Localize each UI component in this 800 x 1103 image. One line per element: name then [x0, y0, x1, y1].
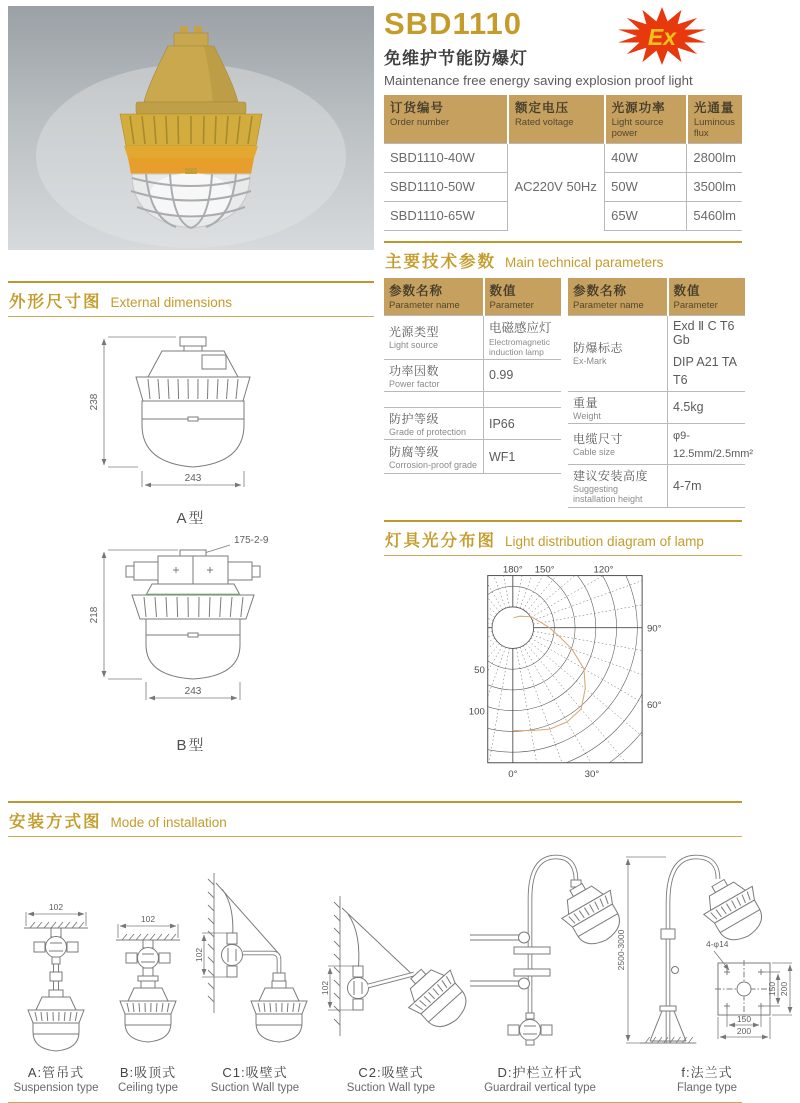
install-flange-drawing — [614, 843, 800, 1058]
install-label-cn: D:护栏立杆式 — [497, 1062, 582, 1081]
table-row — [568, 391, 745, 423]
install-guardrail-drawing — [466, 843, 614, 1058]
product-photo — [8, 6, 374, 250]
order-table — [384, 95, 742, 231]
table-row — [568, 464, 745, 507]
dim-102: 102 — [320, 980, 330, 994]
dim-height-b: 218 — [89, 606, 100, 623]
cell-flux-0: 2800lm — [687, 143, 742, 172]
param-name: 电缆尺寸 Cable size — [568, 423, 668, 464]
page-title: SBD1110 — [384, 8, 742, 41]
param-name: 功率因数 Power factor — [384, 359, 484, 391]
cell-flux-2: 5460lm — [687, 201, 742, 230]
param-name: 建议安装高度 Suggesting installation height — [568, 464, 668, 507]
dim-height-a: 238 — [89, 393, 100, 410]
install-item-guardrail — [466, 843, 614, 1094]
right-column — [384, 6, 742, 789]
dim-flange-200-v: 200 — [779, 981, 789, 995]
cell-order-2: SBD1110-65W — [384, 201, 508, 230]
dim-pole-height: 2500-3000 — [616, 929, 626, 970]
install-label-cn: C2:吸壁式 — [358, 1062, 423, 1081]
install-label-en: Ceiling type — [118, 1082, 178, 1094]
dim-callout-b: 175-2-9 — [234, 535, 269, 546]
section-title-en: Mode of installation — [111, 815, 227, 830]
cell-voltage: AC220V 50Hz — [508, 143, 605, 230]
install-item-flange — [614, 843, 800, 1094]
col-header-voltage: 额定电压 Rated voltage — [508, 95, 605, 144]
dim-width-b: 243 — [185, 686, 202, 697]
section-installation — [8, 803, 742, 836]
table-row — [568, 423, 745, 464]
chart-label-90: 90° — [647, 623, 662, 634]
empty-cell — [484, 391, 562, 407]
title-block — [384, 6, 742, 88]
type-b-drawing — [8, 530, 374, 728]
section-title-cn: 安装方式图 — [9, 808, 102, 832]
type-a-drawing — [8, 325, 374, 501]
table-row — [568, 315, 745, 391]
param-header-name: 参数名称 Parameter name — [568, 278, 668, 316]
param-name: 防爆标志 Ex-Mark — [568, 315, 668, 391]
install-label-en: Flange type — [677, 1082, 737, 1094]
dim-flange-150-h: 150 — [737, 1014, 751, 1024]
install-ceiling-drawing — [102, 890, 194, 1058]
install-label-en: Suction Wall type — [211, 1082, 299, 1094]
param-name: 防腐等级 Corrosion-proof grade — [384, 440, 484, 474]
param-header-value: 数值 Parameter — [484, 278, 562, 316]
param-value: 4-7m — [668, 464, 746, 507]
chart-label-30: 30° — [585, 769, 600, 780]
cell-power-1: 50W — [605, 172, 687, 201]
table-row — [384, 359, 561, 391]
param-value: WF1 — [484, 440, 562, 474]
type-b-label: B型 — [8, 734, 374, 755]
subtitle-cn: 免维护节能防爆灯 — [384, 44, 742, 69]
light-distribution-chart — [447, 564, 679, 784]
dim-102: 102 — [194, 947, 204, 961]
chart-label-120: 120° — [594, 564, 614, 575]
section-external-dimensions — [8, 283, 374, 316]
left-column — [8, 6, 374, 789]
section-title-en: Light distribution diagram of lamp — [505, 534, 704, 549]
install-label-en: Suspension type — [13, 1082, 98, 1094]
param-header-value: 数值 Parameter — [668, 278, 746, 316]
divider — [8, 1102, 742, 1103]
dim-width-a: 243 — [185, 473, 202, 484]
chart-label-180: 180° — [503, 564, 523, 575]
param-value: Exd Ⅱ C T6 Gb DIP A21 TA T6 — [668, 315, 746, 391]
dim-flange-holes: 4-φ14 — [706, 939, 729, 949]
install-suspension-drawing — [10, 890, 102, 1058]
empty-cell — [384, 391, 484, 407]
param-name: 防护等级 Grade of protection — [384, 407, 484, 439]
installation-row — [8, 837, 742, 1094]
cell-power-0: 40W — [605, 143, 687, 172]
cell-power-2: 65W — [605, 201, 687, 230]
parameter-tables — [384, 278, 742, 508]
section-title-cn: 灯具光分布图 — [385, 527, 496, 551]
install-item-ceiling — [102, 890, 194, 1094]
section-title-cn: 外形尺寸图 — [9, 288, 102, 312]
param-value: φ9-12.5mm/2.5mm² — [668, 423, 746, 464]
parameter-table-left — [384, 278, 561, 475]
table-row — [384, 407, 561, 439]
param-name: 光源类型 Light source — [384, 315, 484, 359]
install-wall2-drawing — [316, 886, 466, 1058]
install-item-wall-1 — [194, 863, 316, 1094]
param-value: 0.99 — [484, 359, 562, 391]
chart-tick-50: 50 — [474, 665, 485, 676]
chart-label-150: 150° — [535, 564, 555, 575]
param-value: IP66 — [484, 407, 562, 439]
cell-order-0: SBD1110-40W — [384, 143, 508, 172]
divider — [8, 316, 374, 317]
section-title-en: External dimensions — [111, 295, 233, 310]
subtitle-en: Maintenance free energy saving explosion proof light — [384, 73, 742, 88]
section-title-en: Main technical parameters — [505, 255, 663, 270]
col-header-order: 订货编号 Order number — [384, 95, 508, 144]
install-label-en: Guardrail vertical type — [484, 1082, 596, 1094]
cell-order-1: SBD1110-50W — [384, 172, 508, 201]
ex-badge-label: Ex — [648, 24, 677, 50]
table-row — [384, 143, 742, 172]
param-header-name: 参数名称 Parameter name — [384, 278, 484, 316]
chart-label-0: 0° — [508, 769, 517, 780]
install-item-wall-2 — [316, 886, 466, 1094]
install-wall1-drawing — [194, 863, 316, 1058]
table-row — [384, 315, 561, 359]
install-label-cn: f:法兰式 — [681, 1062, 732, 1081]
section-light-distribution — [384, 522, 742, 555]
install-label-en: Suction Wall type — [347, 1082, 435, 1094]
col-header-power: 光源功率 Light source power — [605, 95, 687, 144]
col-header-flux: 光通量 Luminous flux — [687, 95, 742, 144]
table-row-empty — [384, 391, 561, 407]
dim-102: 102 — [49, 902, 63, 912]
type-a-label: A型 — [8, 507, 374, 528]
install-label-cn: A:管吊式 — [28, 1062, 84, 1081]
ex-badge-icon — [616, 6, 708, 66]
parameter-table-right — [568, 278, 745, 508]
section-title-cn: 主要技术参数 — [385, 248, 496, 272]
param-name: 重量 Weight — [568, 391, 668, 423]
install-label-cn: B:吸顶式 — [120, 1062, 176, 1081]
install-label-cn: C1:吸壁式 — [222, 1062, 287, 1081]
install-item-suspension — [10, 890, 102, 1094]
param-value: 电磁感应灯 Electromagnetic induction lamp — [484, 315, 562, 359]
dim-flange-200-h: 200 — [737, 1026, 751, 1036]
installation-section — [8, 801, 742, 1103]
table-row — [384, 440, 561, 474]
section-main-parameters — [384, 243, 742, 276]
dim-flange-150-v: 150 — [767, 981, 777, 995]
chart-label-60: 60° — [647, 699, 662, 710]
param-value: 4.5kg — [668, 391, 746, 423]
chart-tick-100: 100 — [469, 706, 485, 717]
cell-flux-1: 3500lm — [687, 172, 742, 201]
dim-102: 102 — [141, 914, 155, 924]
divider — [384, 555, 742, 556]
